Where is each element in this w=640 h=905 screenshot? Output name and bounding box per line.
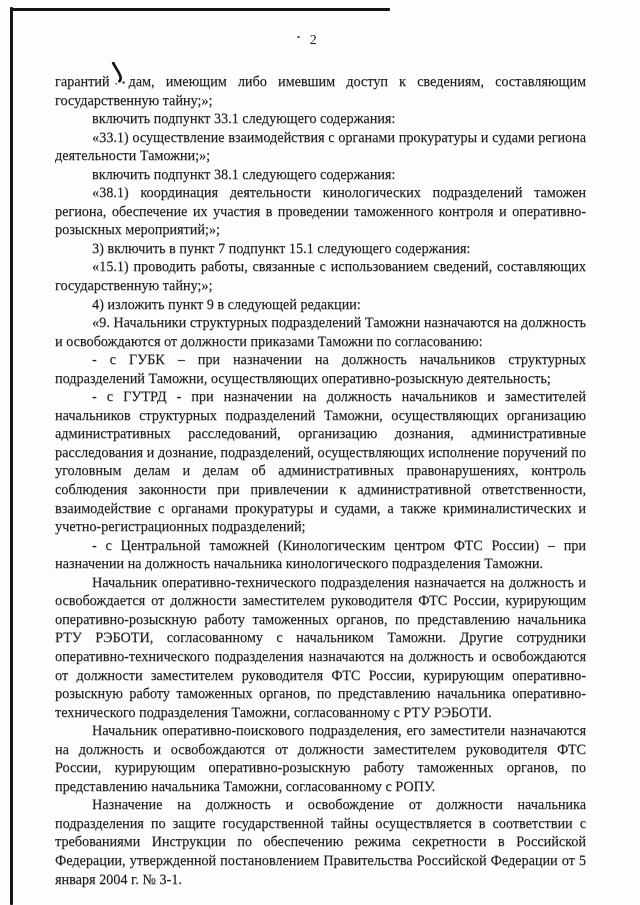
paragraph: Начальник оперативно-технического подразделения назначается на должность и освобождается от должности заместителем руководителя ФТС России, курирующим оперативно-розыскную работу таможенных органов, по представлению начальника РТУ РЭБОТИ, согласованному с начальником Таможни. Другие сотрудники оперативно-технического подразделения назначаются на должность и освобождаются от должности заместителем руководителя ФТС России, курирующим оперативно-розыскную работу таможенных органов, по представлению начальника оперативно-технического подразделения Таможни, согласованному с РТУ РЭБОТИ. bbox=[55, 574, 586, 721]
paragraph: «38.1) координация деятельности кинологических подразделений таможен региона, обеспечение их участия в проведении таможенного контроля и оперативно-розыскных мероприятий;»; bbox=[55, 185, 586, 239]
page-number-value: 2 bbox=[309, 33, 318, 48]
paragraph: «15.1) проводить работы, связанные с использованием сведений, составляющих государственную тайну;»; bbox=[55, 259, 586, 295]
page-number bbox=[0, 33, 627, 49]
paragraph: Назначение на должность и освобождение от должности начальника подразделения по защите государственной тайны осуществляется в соответствии с требованиями Инструкции по обеспечению режима секретности в Российской Федерации, утвержденной постановлением Правительства Российской Федерации от 5 января 2004 г. № 3-1. bbox=[55, 797, 586, 888]
text-run: гарантий bbox=[55, 74, 110, 90]
paragraph: Начальник оперативно-поискового подразделения, его заместители назначаются на должность и освобождаются от должности заместителем руководителя ФТС России, курирующим оперативно-розыскную работу таможенных органов, по представлению начальника Таможни, согласованному с РОПУ. bbox=[55, 723, 586, 795]
scan-artifact-left-line bbox=[10, 7, 13, 905]
paragraph: 4) изложить пункт 9 в следующей редакции: bbox=[92, 296, 361, 313]
paragraph: - с ГУБК – при назначении на должность начальников структурных подразделений Таможни, осуществляющих оперативно-розыскную деятельность; bbox=[55, 352, 586, 387]
paragraph: 3) включить в пункт 7 подпункт 15.1 следующего содержания: bbox=[92, 240, 471, 257]
paragraph: - с ГУТРД - при назначении на должность начальников и заместителей начальников структурных подразделений Таможни, осуществляющих организацию административных расследований, организацию дознания, административные расследования и дознание, подразделений, осуществляющих исполнение поручений по уголовным делам и делам об административных правонарушениях, контроль соблюдения законности при привлечении к административной ответственности, взаимодействие с органами прокуратуры и судами, а также криминалистических и учетно-регистрационных подразделений; bbox=[55, 389, 586, 536]
paragraph: «9. Начальники структурных подразделений Таможни назначаются на должность и освобождаются от должности приказами Таможни по согласованию: bbox=[55, 315, 586, 350]
ink-blot-icon bbox=[111, 62, 126, 86]
document-body bbox=[55, 62, 586, 889]
paragraph: включить подпункт 38.1 следующего содержания: bbox=[92, 166, 396, 183]
paragraph: «33.1) осуществление взаимодействия с органами прокуратуры и судами региона деятельности Таможни;»; bbox=[55, 129, 586, 165]
paragraph-continuation bbox=[55, 62, 586, 110]
scan-speck bbox=[297, 36, 300, 38]
paragraph: - с Центральной таможней (Кинологическим центром ФТС России) – при назначении на должность начальника кинологического подразделения Таможни. bbox=[55, 537, 586, 573]
paragraph: включить подпункт 33.1 следующего содержания: bbox=[92, 111, 396, 128]
text-run: дам, имеющим либо имевшим доступ к сведениям, составляющим государственную тайну;»; bbox=[55, 74, 586, 109]
scan-artifact-top-line bbox=[10, 8, 390, 11]
